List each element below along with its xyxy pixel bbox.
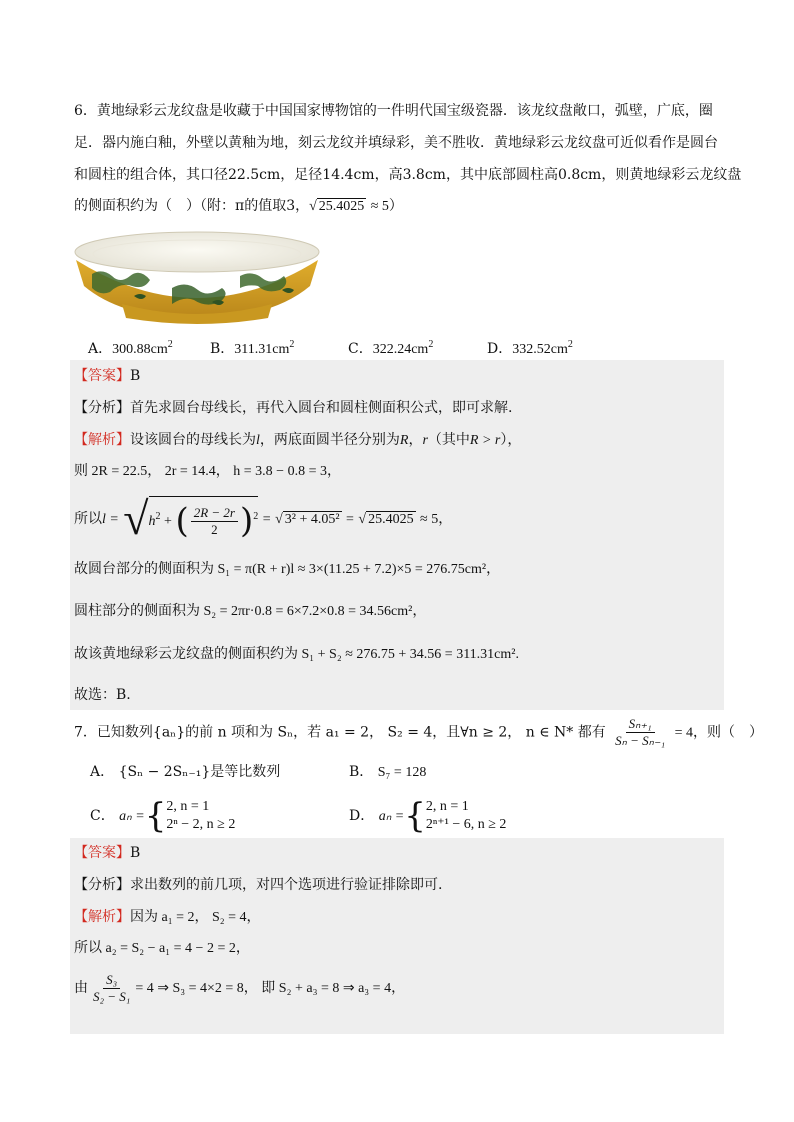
q7-analysis: 【分析】求出数列的前几项，对四个选项进行验证排除即可.: [74, 877, 443, 893]
q6-solution-line7: 故选：B.: [74, 687, 131, 703]
q7-solution-line2: 所以 a₂ = S₂ − a₁ = 4 − 2 = 2，: [74, 941, 250, 956]
q6-solution-line2: 则 2R = 22.5， 2r = 14.4， h = 3.8 − 0.8 = 3，: [74, 464, 341, 479]
q6-solution-line1: 【解析】设该圆台的母线长为l，两底面圆半径分别为R，r（其中R > r），: [74, 432, 522, 448]
q6-solution-line3: 所以$l = √h^2$ + ( $\frac{2R - 2r}{2}$ )$^2$ = √ 3² + 4.05² = √ 25.4025 ≈ 5，: [74, 493, 453, 544]
solution-tag: 【解析】: [74, 909, 130, 925]
q6-option-c[interactable]: C．$322.24cm^2$: [348, 339, 434, 357]
q6-option-b[interactable]: B．$311.31cm^2$: [210, 339, 295, 357]
q6-stem-line3: 和圆柱的组合体，其口径22.5cm，足径14.4cm，高3.8cm，其中底部圆柱高0.8cm，则黄地绿彩云龙纹盘: [74, 167, 742, 183]
q6-solution-line6: 故该黄地绿彩云龙纹盘的侧面积约为 S₁ + S₂ ≈ 276.75 + 34.56 = 311.31cm².: [74, 647, 519, 662]
analysis-tag: 【分析】: [74, 877, 130, 893]
q7-option-d[interactable]: D． aₙ ={ 2, n = 1 2ⁿ⁺¹ − 6, n ≥ 2: [349, 796, 507, 836]
answer-tag: 【答案】: [74, 845, 130, 861]
answer-tag: 【答案】: [74, 368, 130, 384]
q7-solution-line1: 【解析】因为 a₁ = 2， S₂ = 4，: [74, 909, 261, 925]
q7-answer: 【答案】B: [74, 845, 141, 861]
analysis-tag: 【分析】: [74, 400, 130, 416]
q6-solution-line4: 故圆台部分的侧面积为 S₁ = π(R + r)l ≈ 3×(11.25 + 7.2)×5 = 276.75cm²，: [74, 562, 501, 577]
q6-answer: 【答案】B: [74, 368, 141, 384]
dragon-plate-image: [72, 226, 322, 328]
q6-analysis: 【分析】首先求圆台母线长，再代入圆台和圆柱侧面积公式，即可求解.: [74, 400, 513, 416]
q6-solution-line5: 圆柱部分的侧面积为 S₂ = 2πr·0.8 = 6×7.2×0.8 = 34.56cm²，: [74, 604, 427, 619]
solution-tag: 【解析】: [74, 432, 130, 448]
q6-option-d[interactable]: D．$332.52cm^2$: [487, 339, 573, 357]
q6-stem-line2: 足．器内施白釉，外壁以黄釉为地，刻云龙纹并填绿彩，美不胜收．黄地绿彩云龙纹盘可近似看作是圆台: [74, 135, 718, 151]
q7-option-b[interactable]: B． S₇ = 128: [349, 764, 427, 780]
q7-option-c[interactable]: C． aₙ ={ 2, n = 1 2ⁿ − 2, n ≥ 2: [90, 796, 236, 836]
q6-stem-line4: 的侧面积约为（ ）（附：π的值取3，√ 25.4025 ≈ 5）: [74, 198, 403, 214]
q7-solution-line3: 由 $\frac{\text{S₃}}{\text{S₂ − S₁}}$ = 4 ⇒ S₃ = 4×2 = 8， 即 S₂ + a₃ = 8 ⇒ a₃ = 4，: [74, 971, 406, 1004]
q7-stem: 7．已知数列{aₙ}的前 n 项和为 Sₙ，若 a₁ = 2， S₂ = 4，且∀n ≥ 2， n ∈ N* 都有 $\frac{\text{Sₙ₊₁}}{\text{Sₙ − Sₙ₋₁}}$ = 4，则（ ）: [74, 716, 764, 748]
q7-option-a[interactable]: A． {Sₙ − 2Sₙ₋₁}是等比数列: [90, 764, 281, 780]
q6-option-a[interactable]: A．$300.88cm^2$: [88, 339, 173, 357]
q6-stem-line1: 6．黄地绿彩云龙纹盘是收藏于中国国家博物馆的一件明代国宝级瓷器．该龙纹盘敞口，弧壁，广底，圈: [74, 103, 713, 119]
